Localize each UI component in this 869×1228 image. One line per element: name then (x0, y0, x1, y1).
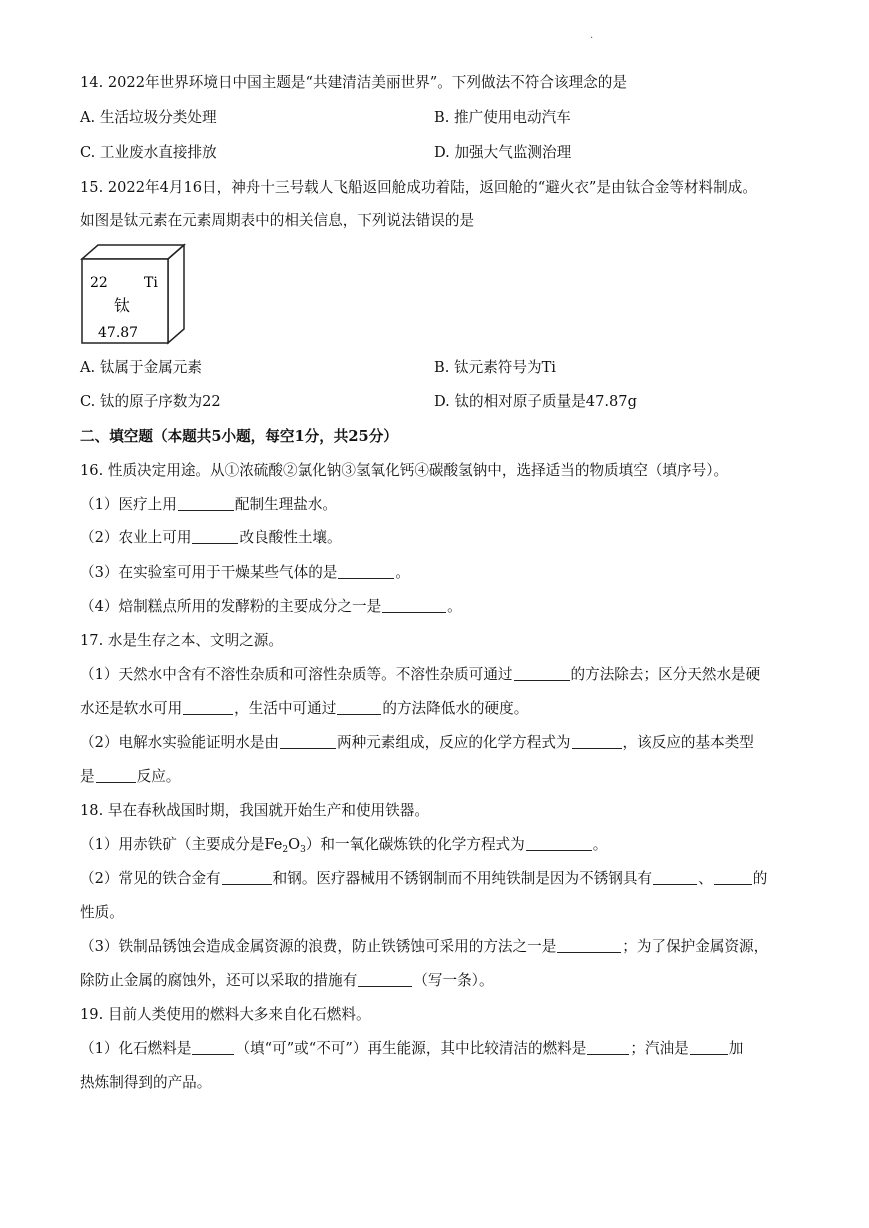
answer-blank[interactable] (192, 1040, 234, 1055)
q15-option-b: B. 钛元素符号为Ti (434, 359, 556, 376)
answer-blank[interactable] (382, 598, 446, 613)
answer-blank[interactable] (714, 870, 752, 885)
header-mark: . (590, 30, 594, 41)
q18-part2-line2: 性质。 (80, 904, 124, 921)
answer-blank[interactable] (514, 666, 570, 681)
q17-part2-line2: 是 反应。 (80, 768, 181, 785)
q17-stem: 17. 水是生存之本、文明之源。 (80, 632, 283, 649)
q16-stem: 16. 性质决定用途。从①浓硫酸②氯化钠③氢氧化钙④碳酸氢钠中，选择适当的物质填空（填序号）。 (80, 462, 729, 479)
q16-part3: （3）在实验室可用于干燥某些气体的是 。 (80, 564, 410, 581)
answer-blank[interactable] (587, 1040, 629, 1055)
q16-part2: （2）农业上可用 改良酸性土壤。 (80, 529, 342, 546)
answer-blank[interactable] (337, 700, 381, 715)
answer-blank[interactable] (192, 529, 238, 544)
q18-stem: 18. 早在春秋战国时期，我国就开始生产和使用铁器。 (80, 802, 429, 819)
element-number: 22 (90, 275, 108, 291)
answer-blank[interactable] (338, 564, 394, 579)
answer-blank[interactable] (690, 1040, 728, 1055)
q14-option-d: D. 加强大气监测治理 (434, 144, 572, 161)
q16-part4: （4）焙制糕点所用的发酵粉的主要成分之一是 。 (80, 598, 462, 615)
q14-option-b: B. 推广使用电动汽车 (434, 109, 571, 126)
q17-part1-line1: （1）天然水中含有不溶性杂质和可溶性杂质等。不溶性杂质可通过 的方法除去；区分天然水是硬 (80, 666, 761, 683)
q15-stem-line1: 15. 2022年4月16日，神舟十三号载人飞船返回舱成功着陆，返回舱的“避火衣”是由钛合金等材料制成。 (80, 179, 757, 196)
q15-option-d: D. 钛的相对原子质量是47.87g (434, 393, 637, 410)
q16-part1: （1）医疗上用 配制生理盐水。 (80, 496, 338, 513)
q18-part2-line1: （2）常见的铁合金有 和钢。医疗器械用不锈钢制而不用纯铁制是因为不锈钢具有 、 的 (80, 870, 768, 887)
q19-stem: 19. 目前人类使用的燃料大多来自化石燃料。 (80, 1006, 371, 1023)
answer-blank[interactable] (653, 870, 697, 885)
answer-blank[interactable] (557, 938, 621, 953)
q18-part3-line2: 除防止金属的腐蚀外，还可以采取的措施有 （写一条）。 (80, 972, 494, 989)
q14-option-a: A. 生活垃圾分类处理 (80, 109, 217, 126)
element-name: 钛 (114, 296, 131, 315)
q15-option-c: C. 钛的原子序数为22 (80, 393, 221, 410)
q15-option-a: A. 钛属于金属元素 (80, 359, 202, 376)
q14-option-c: C. 工业废水直接排放 (80, 144, 217, 161)
element-cube-drawing (80, 243, 188, 345)
q18-part3-line1: （3）铁制品锈蚀会造成金属资源的浪费，防止铁锈蚀可采用的方法之一是 ；为了保护金属资源， (80, 938, 769, 955)
answer-blank[interactable] (222, 870, 272, 885)
titanium-element-card (80, 243, 188, 345)
q18-part1: （1）用赤铁矿（主要成分是$Fe_2O_3$）和一氧化碳炼铁的化学方程式为 。 (80, 836, 608, 855)
answer-blank[interactable] (280, 734, 336, 749)
q17-part2-line1: （2）电解水实验能证明水是由 两种元素组成，反应的化学方程式为 ，该反应的基本类型 (80, 734, 754, 751)
answer-blank[interactable] (358, 972, 412, 987)
q19-part1-line1: （1）化石燃料是 （填“可”或“不可”）再生能源，其中比较清洁的燃料是 ；汽油是 加 (80, 1040, 744, 1057)
q17-part1-line2: 水还是软水可用 ，生活中可通过 的方法降低水的硬度。 (80, 700, 529, 717)
answer-blank[interactable] (183, 700, 233, 715)
answer-blank[interactable] (526, 836, 592, 851)
section-title: 二、填空题（本题共5小题，每空1分，共25分） (80, 428, 398, 445)
element-symbol: Ti (144, 275, 158, 291)
q14-stem: 14. 2022年世界环境日中国主题是“共建清洁美丽世界”。下列做法不符合该理念的是 (80, 74, 627, 91)
answer-blank[interactable] (96, 768, 136, 783)
q15-stem-line2: 如图是钛元素在元素周期表中的相关信息，下列说法错误的是 (80, 212, 475, 229)
q19-part1-line2: 热炼制得到的产品。 (80, 1074, 212, 1091)
answer-blank[interactable] (572, 734, 622, 749)
answer-blank[interactable] (178, 496, 234, 511)
element-mass: 47.87 (98, 325, 139, 341)
